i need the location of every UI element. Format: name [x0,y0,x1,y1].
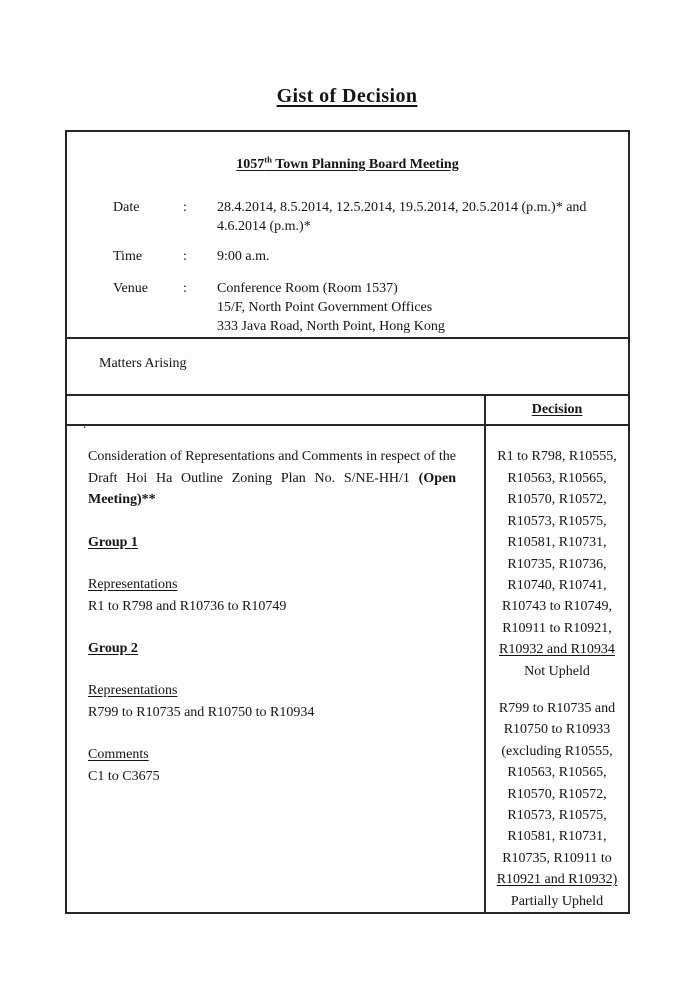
agenda-description [88,446,456,510]
decision-line: R10570, R10572, [507,786,607,802]
time-label: Time [113,248,143,264]
comments-value: C1 to C3675 [88,768,160,784]
decision-line: R10743 to R10749, [501,599,613,615]
header-cell-empty [67,396,484,432]
meeting-table [65,130,630,914]
group1-representations-label: Representations [88,577,178,593]
decision-line: R1 to R798, R10555, [497,449,617,465]
date-label: Date [113,199,140,215]
decision-line: R10563, R10565, [507,470,607,486]
time-value: 9:00 a.m. [217,248,270,264]
group2-representations-label: Representations [88,683,178,699]
comments-label: Comments [88,747,149,763]
venue-value-line3: 333 Java Road, North Point, Hong Kong [217,318,445,334]
group1-representations-value: R1 to R798 and R10736 to R10749 [88,598,287,614]
decision-column-header-cell [484,396,628,424]
page-title [0,85,694,108]
group1-representations-label-row [88,574,456,595]
venue-value-line2: 15/F, North Point Government Offices [217,299,433,315]
meeting-title [67,132,628,173]
stray-mark: . [83,416,87,432]
decision-line: R10573, R10575, [507,513,607,529]
group1-heading: Group 1 [88,534,138,550]
decision-line: R10563, R10565, [507,765,607,781]
date-value [217,198,628,236]
venue-label: Venue [113,280,148,296]
date-value-line2: 4.6.2014 (p.m.)* [217,218,311,234]
spacer [88,723,456,744]
page-title-text: Gist of Decision [276,85,418,107]
decision-group2-result: Partially Upheld [510,893,604,909]
agenda-description-bold: (Open Meeting)** [88,470,456,508]
decision-line: R10735, R10911 to [502,850,612,866]
decision-line-underlined: R10932 and R10934 [499,642,615,658]
agenda-cell [67,426,484,912]
table-body-row [67,424,628,912]
meeting-title-text [236,154,459,172]
decision-line-underlined: R10921 and R10932) [496,872,618,888]
venue-value-line1: Conference Room (Room 1537) [217,280,398,296]
field-venue [67,279,628,336]
decision-cell [484,426,628,912]
group2-representations-value: R799 to R10735 and R10750 to R10934 [88,704,315,720]
venue-value [217,279,628,336]
decision-line: (excluding R10555, [501,743,613,759]
agenda-description-normal: Consideration of Representations and Comments in respect of the Draft Hoi Ha Outline Zoning Plan No. S/NE-HH/1 [88,449,456,486]
decision-line: R10911 to R10921, [502,620,612,636]
group2-heading: Group 2 [88,640,138,656]
field-date [67,198,628,236]
table-header-row [67,394,628,432]
group1-heading-row [88,532,456,553]
decision-line: R10581, R10731, [507,535,607,551]
decision-line: R10570, R10572, [507,492,607,508]
venue-colon: : [183,280,187,296]
group2-heading-row [88,638,456,659]
spacer [88,659,456,680]
decision-column-header: Decision [531,402,583,418]
decision-group1-block [488,446,626,681]
meeting-number: 1057 [236,156,265,172]
meeting-title-rest: Town Planning Board Meeting [272,156,459,172]
spacer [88,553,456,574]
decision-line: R10750 to R10933 [503,722,611,738]
comments-label-row [88,744,456,765]
decision-line: R799 to R10735 and [498,700,616,716]
group2-representations-label-row [88,680,456,701]
date-value-line1: 28.4.2014, 8.5.2014, 12.5.2014, 19.5.2014, 20.5.2014 (p.m.)* and [217,199,587,215]
decision-group2-block [488,698,626,912]
spacer [88,511,456,532]
meeting-info-section [67,132,628,337]
decision-line: R10581, R10731, [507,829,607,845]
matters-arising-label: Matters Arising [99,356,187,372]
time-colon: : [183,248,187,264]
decision-line: R10573, R10575, [507,807,607,823]
date-colon: : [183,199,187,215]
field-time [67,247,628,266]
spacer [88,617,456,638]
decision-line: R10740, R10741, [507,577,607,593]
decision-line: R10735, R10736, [507,556,607,572]
matters-arising-section [67,337,628,394]
meeting-number-ordinal: th [264,154,272,164]
decision-group1-result: Not Upheld [524,663,590,679]
